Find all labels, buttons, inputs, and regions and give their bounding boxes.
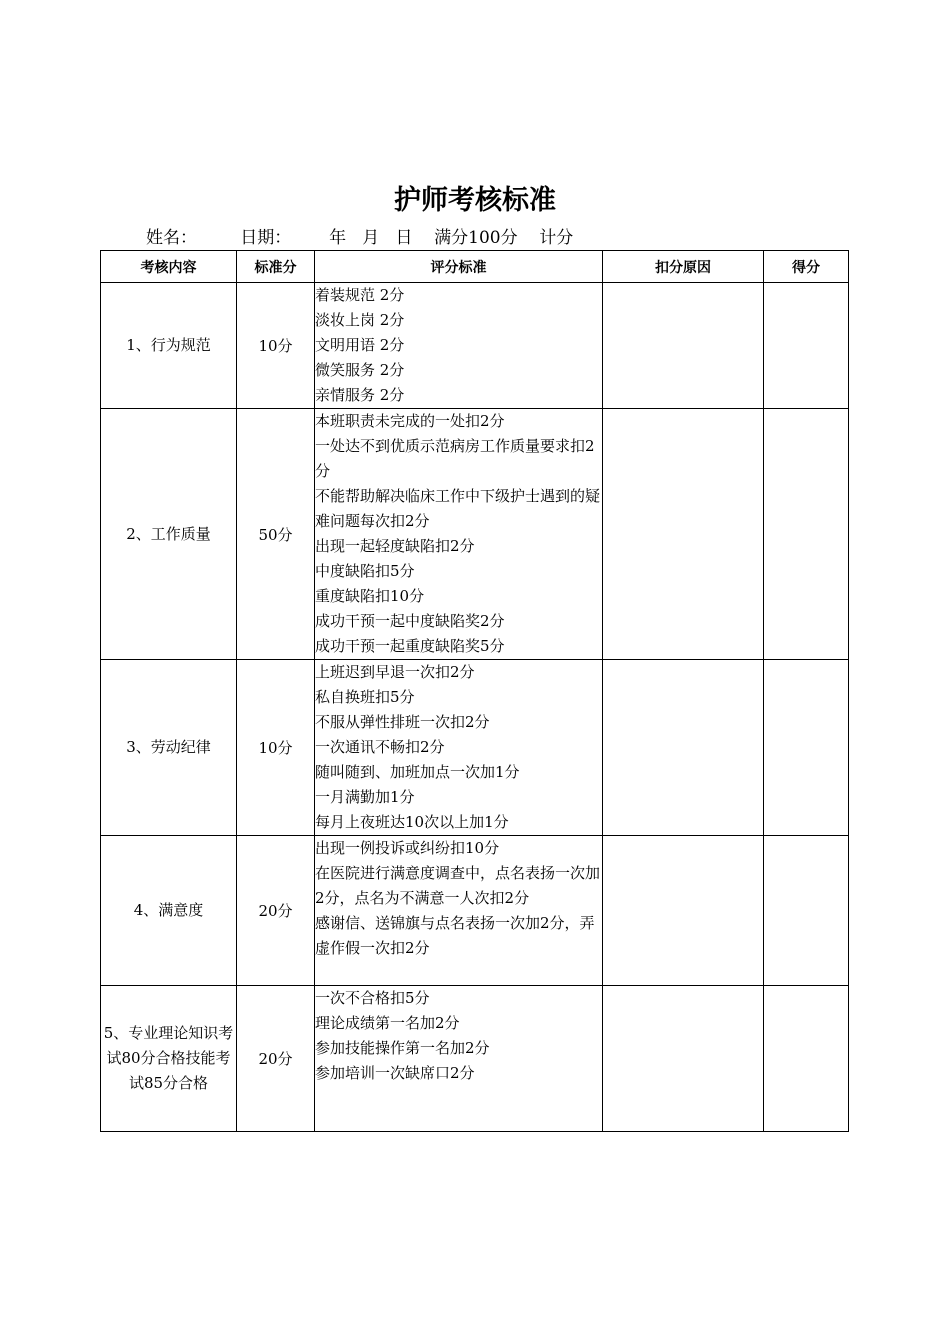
deduction-reason-cell[interactable] [603,660,764,836]
score-cell[interactable] [764,409,849,660]
header-info-line [146,226,573,250]
criteria-line: 亲情服务 2分 [315,386,405,404]
item-cell: 5、专业理论知识考试80分合格技能考试85分合格 [101,986,237,1132]
standard-score-cell: 50分 [237,409,315,660]
item-cell: 4、满意度 [101,836,237,986]
criteria-cell [315,836,603,986]
criteria-line: 淡妆上岗 2分 [315,311,405,329]
deduction-reason-cell[interactable] [603,836,764,986]
criteria-line: 出现一例投诉或纠纷扣10分 [315,839,500,857]
criteria-cell [315,409,603,660]
table-row [101,660,849,836]
day-label: 日 [395,228,413,248]
criteria-line: 一次通讯不畅扣2分 [315,738,445,756]
item-cell: 1、行为规范 [101,283,237,409]
criteria-cell [315,283,603,409]
criteria-line: 一次不合格扣5分 [315,989,430,1007]
criteria-line: 成功干预一起中度缺陷奖2分 [315,612,505,630]
score-cell[interactable] [764,660,849,836]
score-label: 计分 [539,228,574,248]
header-standard-score: 标准分 [237,251,315,283]
page-title: 护师考核标准 [394,185,556,216]
deduction-reason-cell[interactable] [603,409,764,660]
score-cell[interactable] [764,836,849,986]
criteria-line: 中度缺陷扣5分 [315,562,415,580]
criteria-line: 微笑服务 2分 [315,361,405,379]
header-deduction-reason: 扣分原因 [603,251,764,283]
item-cell: 2、工作质量 [101,409,237,660]
criteria-cell [315,986,603,1132]
full-score-label: 满分100分 [434,228,518,248]
deduction-reason-cell[interactable] [603,283,764,409]
standard-score-cell: 20分 [237,986,315,1132]
criteria-line: 参加培训一次缺席口2分 [315,1064,475,1082]
deduction-reason-cell[interactable] [603,986,764,1132]
assessment-table [100,250,849,1132]
criteria-line: 不能帮助解决临床工作中下级护士遇到的疑难问题每次扣2分 [315,487,601,530]
criteria-line: 参加技能操作第一名加2分 [315,1039,490,1057]
date-label: 日期： [240,228,292,248]
score-cell[interactable] [764,986,849,1132]
header-score: 得分 [764,251,849,283]
criteria-line: 私自换班扣5分 [315,688,415,706]
criteria-line: 本班职责未完成的一处扣2分 [315,412,505,430]
item-cell: 3、劳动纪律 [101,660,237,836]
standard-score-cell: 10分 [237,660,315,836]
criteria-line: 成功干预一起重度缺陷奖5分 [315,637,505,655]
standard-score-cell: 10分 [237,283,315,409]
criteria-line: 一处达不到优质示范病房工作质量要求扣2分 [315,437,595,480]
criteria-line: 每月上夜班达10次以上加1分 [315,813,509,831]
criteria-line: 出现一起轻度缺陷扣2分 [315,537,475,555]
header-criteria: 评分标准 [315,251,603,283]
criteria-line: 一月满勤加1分 [315,788,415,806]
table-header-row [101,251,849,283]
year-label: 年 [329,228,347,248]
header-content: 考核内容 [101,251,237,283]
criteria-line: 理论成绩第一名加2分 [315,1014,460,1032]
month-label: 月 [362,228,380,248]
criteria-line: 感谢信、送锦旗与点名表扬一次加2分，弄虚作假一次扣2分 [315,914,595,957]
table-row [101,283,849,409]
criteria-line: 在医院进行满意度调查中，点名表扬一次加2分，点名为不满意一人次扣2分 [315,864,601,907]
criteria-line: 着装规范 2分 [315,286,405,304]
score-cell[interactable] [764,283,849,409]
criteria-line: 文明用语 2分 [315,336,405,354]
criteria-line: 重度缺陷扣10分 [315,587,425,605]
criteria-line: 上班迟到早退一次扣2分 [315,663,475,681]
criteria-line: 随叫随到、加班加点一次加1分 [315,763,520,781]
table-row [101,836,849,986]
criteria-line: 不服从弹性排班一次扣2分 [315,713,490,731]
name-label: 姓名： [146,228,197,248]
table-row [101,986,849,1132]
standard-score-cell: 20分 [237,836,315,986]
table-row [101,409,849,660]
criteria-cell [315,660,603,836]
